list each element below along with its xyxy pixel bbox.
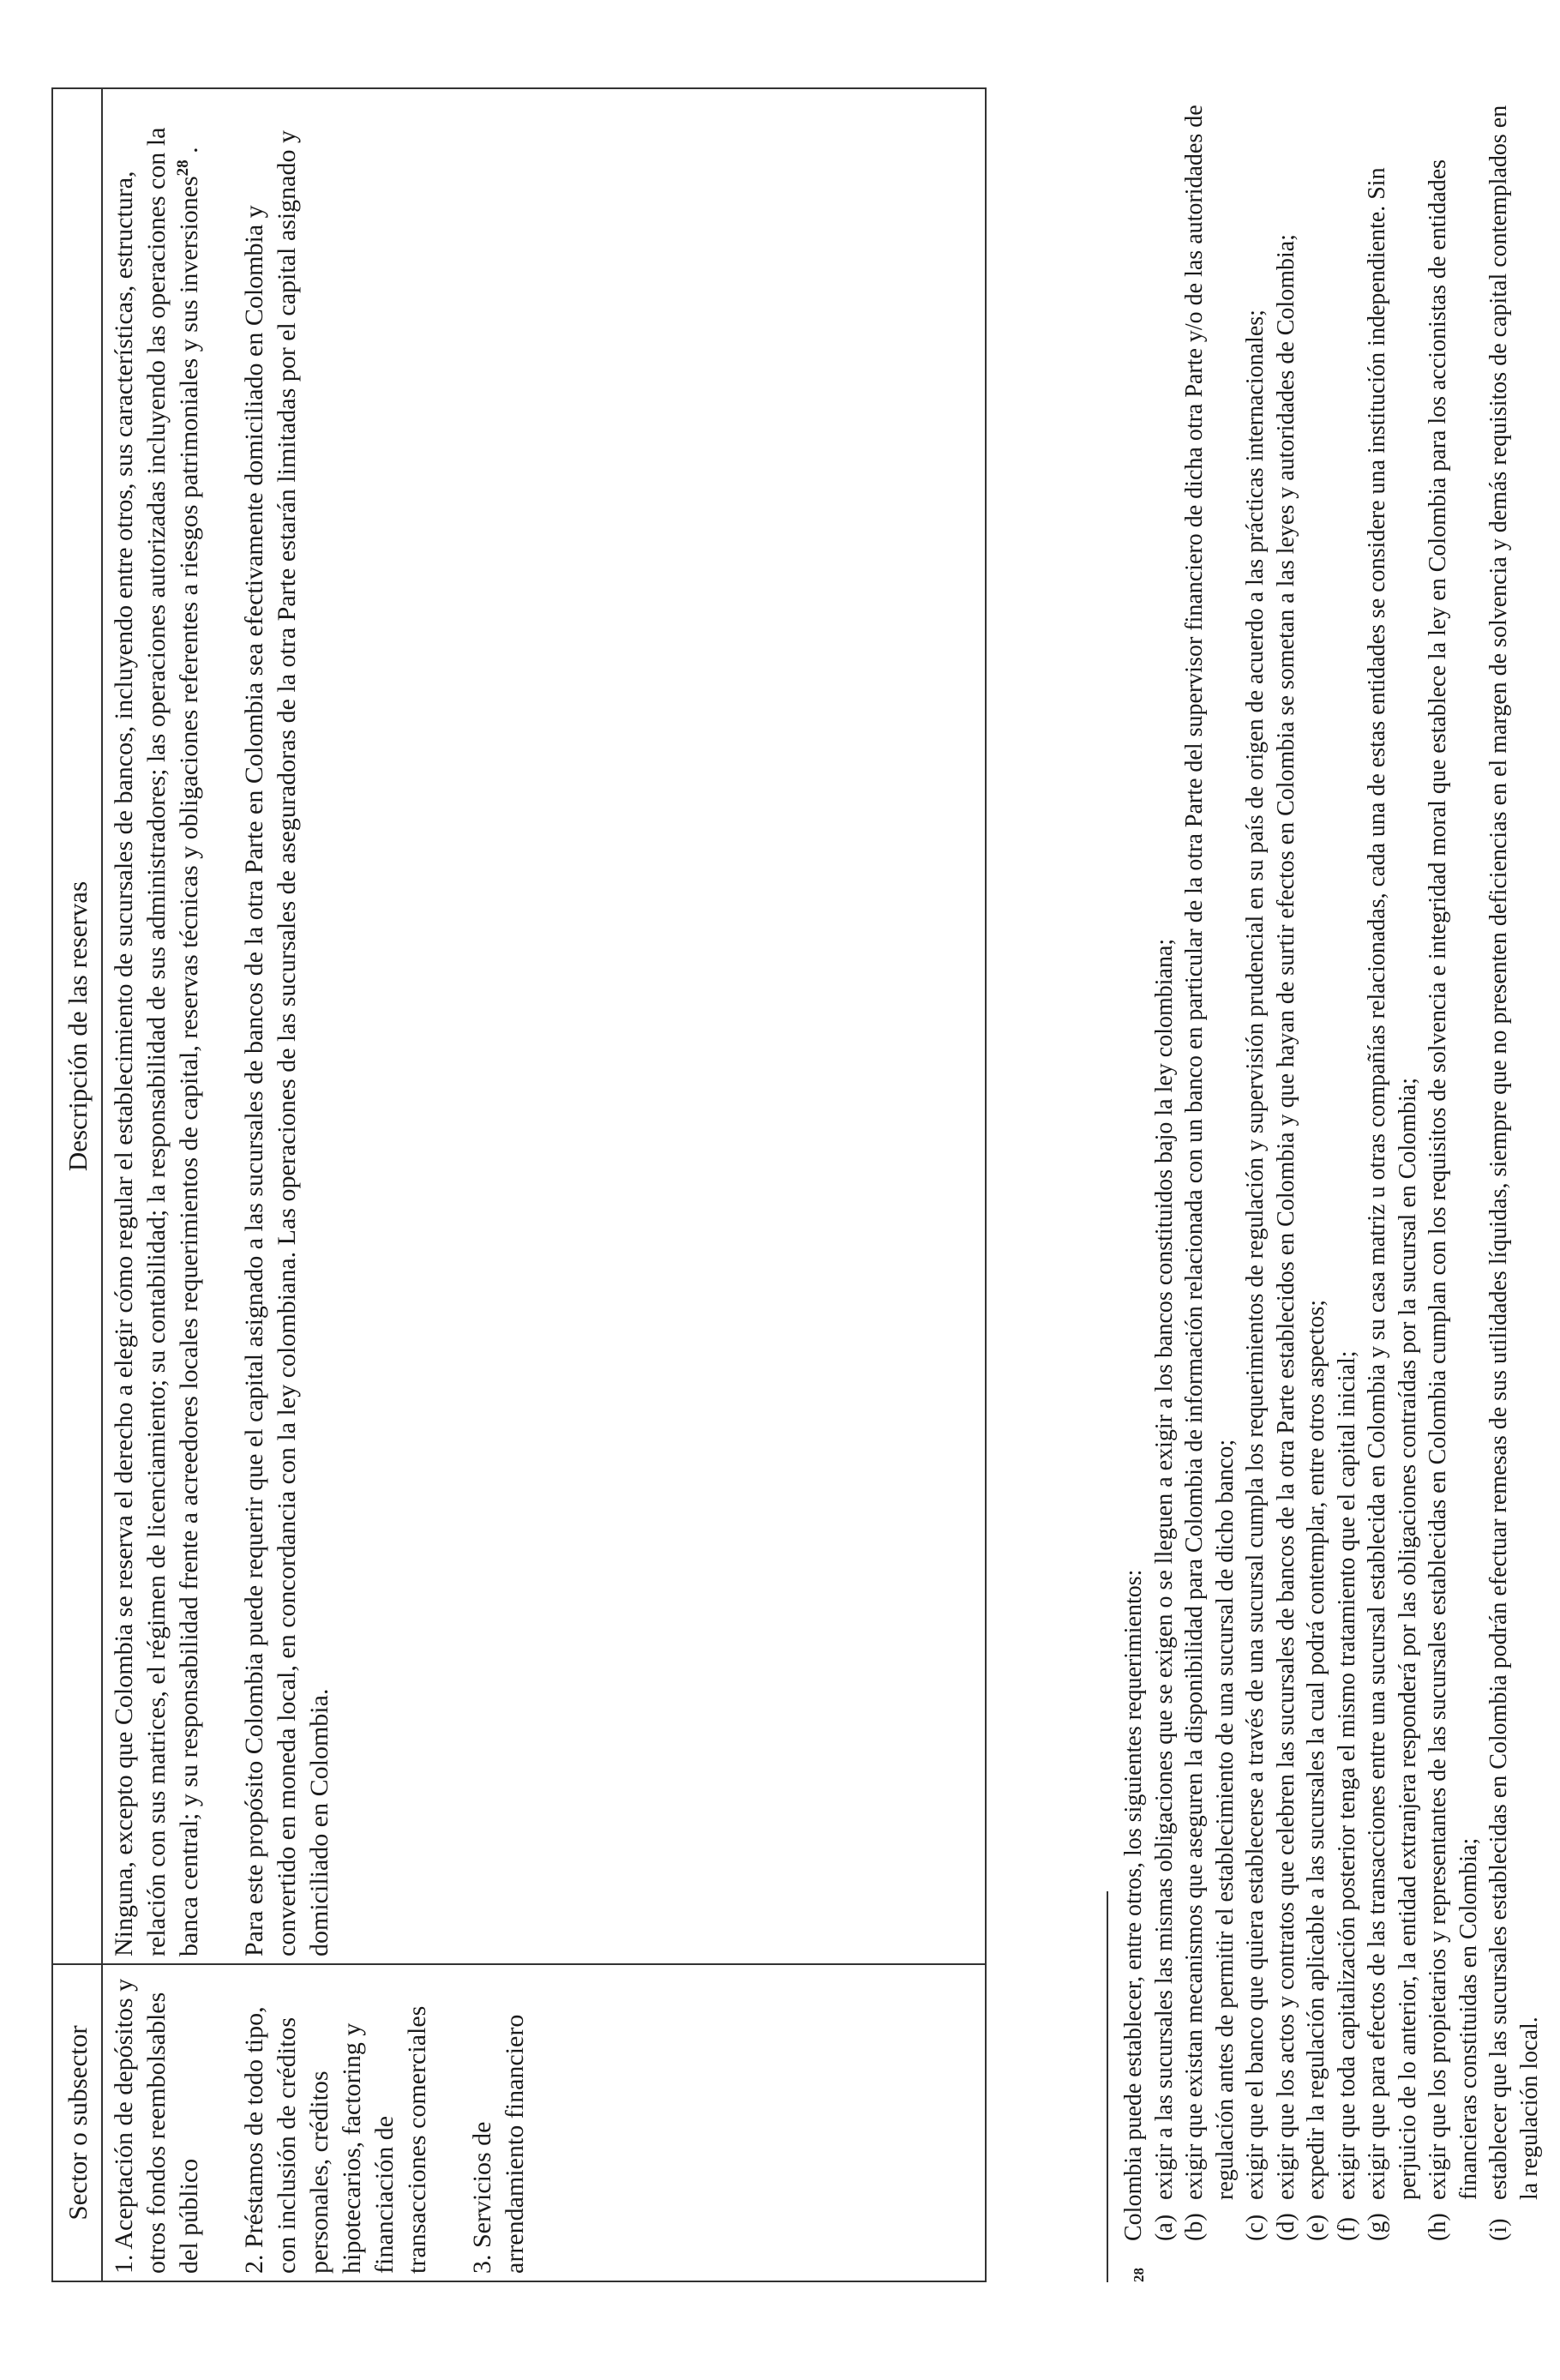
sector-item: 3. Servicios de arrendamiento financiero xyxy=(468,2014,529,2274)
footnote-item-label: (i) xyxy=(1485,2218,1512,2241)
footnote-item xyxy=(1271,87,1302,2241)
footnote-divider xyxy=(1107,1891,1108,2282)
sector-column-header: Sector o subsector xyxy=(53,1963,103,2281)
sector-item: 2. Préstamos de todo tipo, con inclusión de créditos personales, créditos hipotecarios, factoring y financiación de transacciones comerciales xyxy=(240,2005,431,2274)
footnote-item-label: (e) xyxy=(1303,2214,1329,2241)
footnote-item xyxy=(1240,87,1271,2241)
sector-item: 1. Aceptación de depósitos y otros fondos reembolsables del público xyxy=(110,1978,203,2274)
footnote-item-text: expedir la regulación aplicable a las sucursales la cual podrá contemplar, entre otros aspectos; xyxy=(1303,1300,1329,2200)
footnote-item-label: (b) xyxy=(1181,2213,1208,2241)
footnote-item-text: exigir que los actos y contratos que celebren las sucursales de bancos de la otra Parte establecidos en Colombia y que hayan de surtir efectos en Colombia se sometan a las leyes y autoridades de Colombia; xyxy=(1272,234,1299,2200)
footnote-item-text: exigir que existan mecanismos que aseguren la disponibilidad para Colombia de información relacionada con un banco en particular de la otra Parte del supervisor financiero de dicha otra Parte y/o de las autoridades de regulación antes de permitir el establecimiento de una sucursal de dicho banco; xyxy=(1181,105,1239,2200)
footnote-item-label: (a) xyxy=(1150,2214,1178,2241)
footnote-item-text: establecer que las sucursales establecidas en Colombia podrán efectuar remesas de sus utilidades líquidas, siempre que no presenten deficiencias en el margen de solvencia y demás requisitos de capital contemplados en la regulación local. xyxy=(1485,105,1543,2200)
footnote-item-text: exigir que los propietarios y representantes de las sucursales establecidas en Colombia cumplan con los requisitos de solvencia e integridad moral que establece la ley en Colombia para los accionistas de entidades financieras constituidas en Colombia; xyxy=(1425,159,1482,2200)
footnote-item xyxy=(1149,87,1180,2241)
footnote-item xyxy=(1362,87,1423,2241)
sector-cell xyxy=(103,1963,985,2281)
footnote-item xyxy=(1423,87,1484,2241)
footnote-item-text: exigir que toda capitalización posterior tenga el mismo tratamiento que el capital inicial; xyxy=(1333,1350,1360,2200)
footnote-items xyxy=(1149,87,1545,2282)
description-cell xyxy=(103,89,985,1963)
footnote-item-text: exigir a las sucursales las mismas obligaciones que se exigen o se lleguen a exigir a los bancos constituidos bajo la ley colombiana; xyxy=(1150,938,1178,2200)
footnote-item-label: (h) xyxy=(1425,2213,1451,2241)
footnote-item-label: (d) xyxy=(1272,2213,1299,2241)
footnote-item xyxy=(1484,87,1545,2241)
description-paragraph: Ninguna, excepto que Colombia se reserva el derecho a elegir cómo regular el establecimiento de sucursales de bancos, incluyendo entre otros, sus características, estructura, relación con sus matrices, el régimen de licenciamiento; su contabilidad; la responsabilidad de sus administradores; las operaciones autorizadas incluyendo las operaciones con la banca central; y su responsabilidad frente a acreedores locales requerimientos de capital, reservas técnicas y obligaciones referentes a riesgos patrimoniales y sus inversiones$^{28}$ . xyxy=(110,127,203,1956)
footnote-item-label: (c) xyxy=(1242,2214,1269,2241)
footnote xyxy=(1119,87,1545,2282)
reservations-table xyxy=(51,87,987,2282)
footnote-item-label: (g) xyxy=(1364,2213,1390,2241)
footnote-item xyxy=(1332,87,1363,2241)
description-column-header: Descripción de las reservas xyxy=(53,89,103,1963)
footnote-intro: Colombia puede establecer, entre otros, los siguientes requerimientos: xyxy=(1120,1569,1147,2241)
footnote-item-label: (f) xyxy=(1333,2217,1360,2241)
footnote-item xyxy=(1179,87,1240,2241)
footnote-number: 28 xyxy=(1131,2268,1147,2282)
footnote-item xyxy=(1301,87,1332,2241)
footnote-item-text: exigir que el banco que quiera establecerse a través de una sucursal cumpla los requerimientos de regulación y supervisión prudencial en su país de origen de acuerdo a las prácticas internacionales; xyxy=(1242,310,1269,2200)
footnote-item-text: exigir que para efectos de las transacciones entre una sucursal establecida en Colombia y su casa matriz u otras compañías relacionadas, cada una de estas entidades se considere una institución independiente. Sin perjuicio de lo anterior, la entidad extranjera responderá por las obligaciones contraídas por la sucursal en Colombia; xyxy=(1364,167,1421,2200)
footnote-reference[interactable]: 28 xyxy=(174,159,192,177)
description-paragraph: Para este propósito Colombia puede requerir que el capital asignado a las sucursales de bancos de la otra Parte en Colombia sea efectivamente domiciliado en Colombia y convertido en moneda local, en concordancia con la ley colombiana. Las operaciones de las sucursales de aseguradoras de la otra Parte estarán limitadas por el capital asignado y domiciliado en Colombia. xyxy=(240,130,333,1956)
